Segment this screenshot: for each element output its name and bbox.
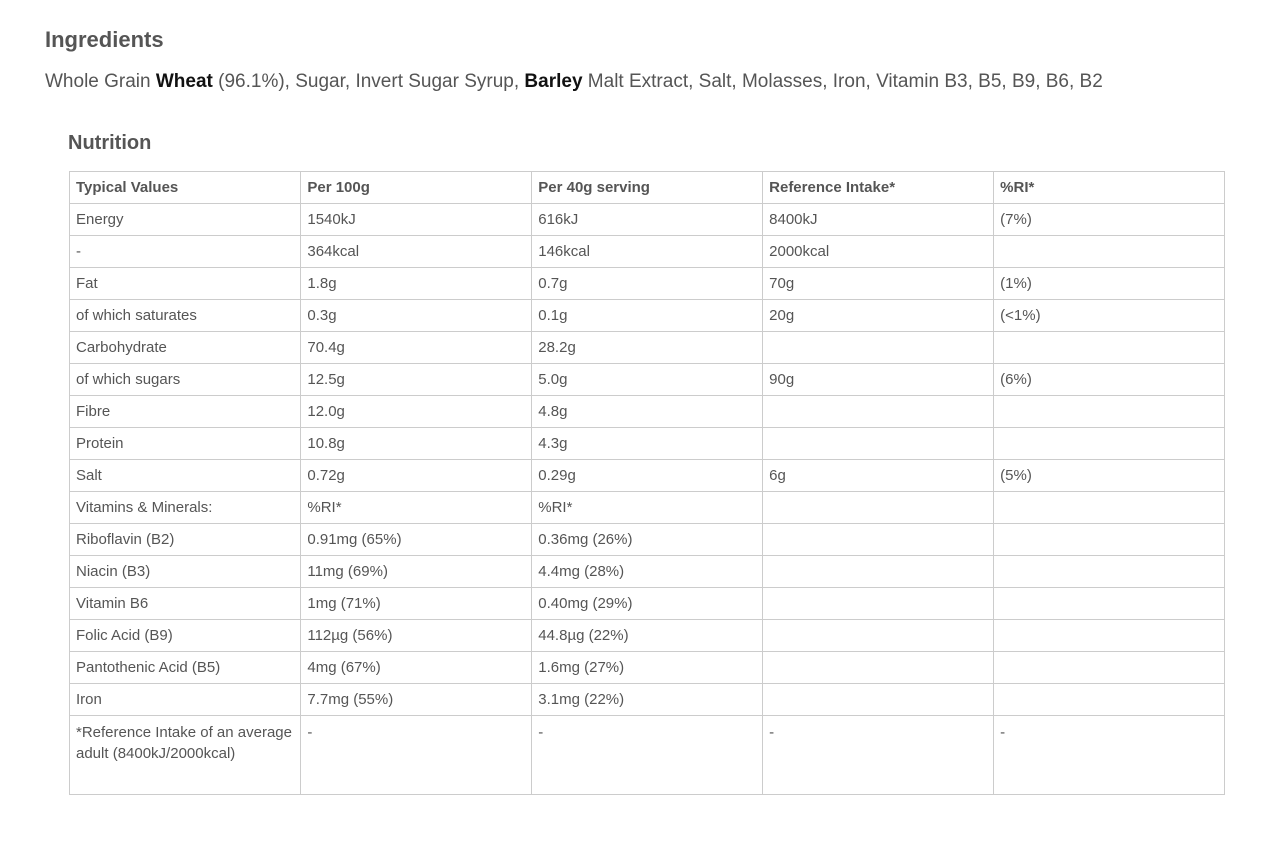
reference-intake-value <box>763 556 994 588</box>
table-row <box>70 684 1225 716</box>
reference-intake-value <box>763 620 994 652</box>
nutrient-name: Fat <box>70 268 301 300</box>
per-100g-value: 4mg (67%) <box>301 652 532 684</box>
table-row <box>70 300 1225 332</box>
nutrient-name: Pantothenic Acid (B5) <box>70 652 301 684</box>
nutrient-name: Salt <box>70 460 301 492</box>
per-100g-value: 70.4g <box>301 332 532 364</box>
reference-intake-value <box>763 652 994 684</box>
reference-intake-value <box>763 524 994 556</box>
column-header-typical-values: Typical Values <box>70 172 301 204</box>
table-row <box>70 268 1225 300</box>
table-row <box>70 428 1225 460</box>
table-row <box>70 364 1225 396</box>
ri-percent-value <box>994 396 1225 428</box>
ingredient-text: Whole Grain <box>45 71 156 92</box>
footnote-placeholder: - <box>994 716 1225 795</box>
allergen-text: Barley <box>524 71 583 92</box>
table-row <box>70 556 1225 588</box>
ri-percent-value <box>994 652 1225 684</box>
reference-intake-value: 2000kcal <box>763 236 994 268</box>
reference-intake-value <box>763 428 994 460</box>
per-100g-value: 12.5g <box>301 364 532 396</box>
per-100g-value: 1540kJ <box>301 204 532 236</box>
footnote-row <box>70 716 1225 795</box>
nutrition-table-body <box>70 204 1225 795</box>
column-header-reference-intake: Reference Intake* <box>763 172 994 204</box>
nutrient-name: Riboflavin (B2) <box>70 524 301 556</box>
table-header-row <box>70 172 1225 204</box>
per-serving-value: 5.0g <box>532 364 763 396</box>
nutrient-name: Vitamins & Minerals: <box>70 492 301 524</box>
ri-percent-value: (6%) <box>994 364 1225 396</box>
per-serving-value: 0.1g <box>532 300 763 332</box>
ingredients-list <box>45 71 1103 93</box>
ri-percent-value <box>994 620 1225 652</box>
reference-intake-value: 70g <box>763 268 994 300</box>
ri-percent-value <box>994 556 1225 588</box>
ri-percent-value: (<1%) <box>994 300 1225 332</box>
column-header-per-serving: Per 40g serving <box>532 172 763 204</box>
nutrient-name: Iron <box>70 684 301 716</box>
reference-intake-value: 8400kJ <box>763 204 994 236</box>
nutrient-name: Niacin (B3) <box>70 556 301 588</box>
ri-percent-value: (1%) <box>994 268 1225 300</box>
nutrition-heading: Nutrition <box>68 132 152 154</box>
ri-percent-value <box>994 524 1225 556</box>
table-row <box>70 588 1225 620</box>
per-serving-value: 0.40mg (29%) <box>532 588 763 620</box>
nutrient-name: Protein <box>70 428 301 460</box>
ri-percent-value <box>994 492 1225 524</box>
column-header-ri-percent: %RI* <box>994 172 1225 204</box>
table-row <box>70 620 1225 652</box>
table-row <box>70 652 1225 684</box>
ri-percent-value: (5%) <box>994 460 1225 492</box>
reference-intake-value <box>763 332 994 364</box>
per-serving-value: %RI* <box>532 492 763 524</box>
reference-intake-value: 90g <box>763 364 994 396</box>
table-row <box>70 236 1225 268</box>
table-row <box>70 492 1225 524</box>
ingredients-heading: Ingredients <box>45 27 164 52</box>
ingredient-text: (96.1%), Sugar, Invert Sugar Syrup, <box>212 71 525 92</box>
ingredient-text: Malt Extract, Salt, Molasses, Iron, Vitamin B3, B5, B9, B6, B2 <box>582 71 1103 92</box>
nutrient-name: Fibre <box>70 396 301 428</box>
per-100g-value: 0.3g <box>301 300 532 332</box>
per-serving-value: 146kcal <box>532 236 763 268</box>
per-serving-value: 616kJ <box>532 204 763 236</box>
ri-percent-value: (7%) <box>994 204 1225 236</box>
reference-intake-value: 6g <box>763 460 994 492</box>
reference-intake-footnote: *Reference Intake of an average adult (8400kJ/2000kcal) <box>70 716 301 795</box>
per-100g-value: 12.0g <box>301 396 532 428</box>
ri-percent-value <box>994 236 1225 268</box>
allergen-text: Wheat <box>155 71 213 92</box>
nutrient-name: Energy <box>70 204 301 236</box>
reference-intake-value: 20g <box>763 300 994 332</box>
per-100g-value: 112µg (56%) <box>301 620 532 652</box>
table-row <box>70 332 1225 364</box>
per-100g-value: 364kcal <box>301 236 532 268</box>
per-100g-value: 1.8g <box>301 268 532 300</box>
nutrient-name: of which saturates <box>70 300 301 332</box>
per-serving-value: 1.6mg (27%) <box>532 652 763 684</box>
per-100g-value: %RI* <box>301 492 532 524</box>
column-header-per-100g: Per 100g <box>301 172 532 204</box>
per-100g-value: 0.72g <box>301 460 532 492</box>
per-serving-value: 28.2g <box>532 332 763 364</box>
per-100g-value: 10.8g <box>301 428 532 460</box>
table-row <box>70 524 1225 556</box>
per-serving-value: 0.7g <box>532 268 763 300</box>
nutrient-name: of which sugars <box>70 364 301 396</box>
footnote-placeholder: - <box>301 716 532 795</box>
per-serving-value: 4.3g <box>532 428 763 460</box>
nutrient-name: - <box>70 236 301 268</box>
table-row <box>70 396 1225 428</box>
ri-percent-value <box>994 428 1225 460</box>
nutrition-table <box>69 171 1225 795</box>
per-100g-value: 11mg (69%) <box>301 556 532 588</box>
nutrient-name: Carbohydrate <box>70 332 301 364</box>
reference-intake-value <box>763 396 994 428</box>
table-row <box>70 204 1225 236</box>
per-100g-value: 7.7mg (55%) <box>301 684 532 716</box>
per-serving-value: 0.29g <box>532 460 763 492</box>
reference-intake-value <box>763 492 994 524</box>
per-serving-value: 0.36mg (26%) <box>532 524 763 556</box>
reference-intake-value <box>763 588 994 620</box>
footnote-placeholder: - <box>532 716 763 795</box>
per-serving-value: 3.1mg (22%) <box>532 684 763 716</box>
table-row <box>70 460 1225 492</box>
ri-percent-value <box>994 588 1225 620</box>
ri-percent-value <box>994 332 1225 364</box>
ri-percent-value <box>994 684 1225 716</box>
per-serving-value: 4.8g <box>532 396 763 428</box>
footnote-placeholder: - <box>763 716 994 795</box>
nutrient-name: Folic Acid (B9) <box>70 620 301 652</box>
nutrient-name: Vitamin B6 <box>70 588 301 620</box>
per-serving-value: 44.8µg (22%) <box>532 620 763 652</box>
per-serving-value: 4.4mg (28%) <box>532 556 763 588</box>
per-100g-value: 0.91mg (65%) <box>301 524 532 556</box>
reference-intake-value <box>763 684 994 716</box>
per-100g-value: 1mg (71%) <box>301 588 532 620</box>
